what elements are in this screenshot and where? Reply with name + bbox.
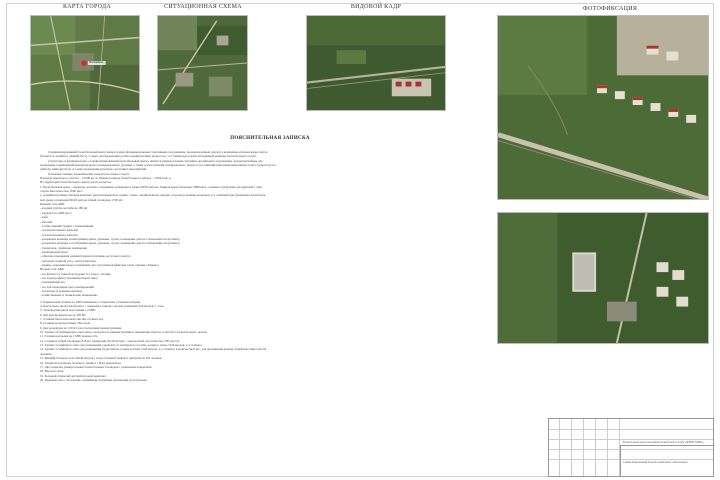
note-line: 15. Минифутбольное поле 60х40 метров с искусственной травой и трибуной на 250 человек. (40, 356, 163, 361)
title-block-corner (620, 445, 714, 477)
note-line: - зал для проведения пресс-конференций (40, 284, 94, 289)
note-line: - зал хореографии (спортивная гимнастика) (40, 275, 98, 280)
note-line: (баскетбол, волейбол, минифутбол), а также для проведения учебно-тренировочных процессов с составами взрослой и молодёжной команды баскетбольного клуба. (40, 154, 257, 159)
note-line: - хозяйственные и технические помещения. (40, 293, 98, 298)
note-line: 1. Баскетбольная арена – каркасно-зентовое сооружение размерами в плане 60х30 метров. Главная арена площадью 3080 кв.м. оснащена трибунами для зрителей с трёх (40, 184, 263, 189)
note-line: - магазин (40, 219, 53, 224)
note-line: - туалетная комната мужская (40, 228, 78, 233)
note-line: - раздевалка команды хозяев (инвентарная, душевые, туалет, помещение для восстановления спортсмена) (40, 236, 180, 241)
note-title: ПОЯСНИТЕЛЬНАЯ ЗАПИСКА (230, 136, 310, 141)
note-line: - медицинский пункт (40, 249, 68, 254)
note-line: 11. Газовая котельная на 2 МВт мощьности. (40, 334, 98, 339)
note-line: 12. Стоянная общей площадью 818 м2, размерами 45х18 метров, с пропускной способностью 300 чел/сут. (40, 338, 180, 343)
note-line: 9. Два резервуара по 150 м3 для обеспечения пожаротушения. (40, 325, 122, 330)
note-line: Структурно и функционально «Специализированный баскетбольный центр» является универсальным спортивно-зрелищным сооружением, предназначенным для (48, 158, 263, 163)
note-line: 7. Станция биологической очистки сточных вод. (40, 317, 104, 322)
note-line: - раздевалка команды гостей (инвентарная, душевые, туалет, помещение для восстановления спортсмена) (40, 241, 180, 246)
note-line: - тепловой, водяной узел, электрощитовая, (40, 258, 97, 263)
note-line: - тренажёрный зал (40, 280, 65, 285)
note-line: - кафе (40, 215, 49, 220)
title-block-object: Специализированный баскетбольный центр «Московская» (623, 461, 688, 464)
caption-view: ВИДОВОЙ КАДР (350, 4, 402, 10)
note-line: - медико-оздоровительное помещение для спортсменов (финская сауна, парные «Хамам») (40, 262, 159, 267)
note-line: проведения соревнований международного и национального уровней, а также осуществления тренировочного процесса по олимпийским командным видам спорта баскетболу, во- (40, 163, 277, 168)
note-line: сторон вместимостью 3000 мест (40, 189, 83, 194)
note-line: 3. Парковочная стоянка на 1000 машиномест, покрытием отсевным заборки. (40, 299, 141, 304)
note-line: Специализированный баскетбольный центр является многофункциональным спортивным сооружением, предназначенным для игр в командные игровые виды спорта (48, 150, 268, 154)
note-line: человека. (40, 351, 53, 356)
note-line: 17. Две открытые универсальные баскетбольные площадки с резиновым покрытием. (40, 364, 153, 369)
note-line: - тренерская, судейские помещения (40, 245, 87, 250)
note-line: - туалетная комната женская (40, 232, 78, 237)
note-line: 2. Административно-бытовой комплекс (металлокаркасное здание, стены- сендвичпанели, наружн стороны (основные материал) 2-х этажный пристроенный к баскетболь- (40, 193, 267, 198)
note-line: - входная группа, вестибюль 180 м2 (40, 206, 88, 211)
photo-fixation-top (497, 15, 709, 200)
explanatory-note (40, 150, 460, 382)
note-line: 16. Открытая площадка большого тенниса с Hard покрытием. (40, 360, 122, 365)
note-line: Второй этаж АБК: (40, 267, 65, 272)
note-line: 10. Здание обслуживающего персонала, складское и административное помещения. Баня на 2 автобуса баскетбольного центра. (40, 330, 208, 335)
note-line: - зал фитнеса и единоборств (ринг и 2 зоны с татами) (40, 271, 111, 276)
note-line: ной арене, размерами 60х18 метров общей площадью 1728 м2. (40, 197, 123, 202)
caption-city-map: КАРТА ГОРОДА (62, 4, 112, 10)
caption-photo: ФОТОФИКСАЦИЯ (582, 6, 638, 12)
note-line: 8. Станция водоподготовки. Насосная. (40, 321, 91, 326)
note-line: Первый этаж АБК: (40, 202, 66, 207)
note-line: 4. Контрольно-пропускной пункт с северной и южной стороны размерами 6х6 метров, 1 этаж. (40, 304, 165, 309)
note-line: 14. Здание гостиничного типа для размещения спортсменов, размер в плане 12х9 метров, 2-х этажное, в количестве 8 шт., для проживания команд общей вместимостью 64 (40, 347, 267, 352)
note-line: 5. Трансформаторная подстанция 1,2 МВт. (40, 308, 97, 313)
note-line: На территории баскетбольного центра располагаются: (40, 180, 112, 185)
note-line: - офисные помещения администрации спортивно-досугового центра (40, 254, 131, 259)
note-line: - туалетные и душевые комнаты (40, 289, 83, 293)
caption-situation: СИТУАЦИОННАЯ СХЕМА (164, 4, 242, 10)
note-line: лейболу, мини-футболу. А также проведения культурно-досуговых мероприятий. (40, 167, 147, 172)
note-line: 19. Большой открытый детский игровой комплекс. (40, 373, 107, 378)
view-frame-image (306, 15, 446, 111)
note-line: 13. Здание гостиничного типа для размещения судейского и тренерского состава, размер в плане 12х9 метров, 2-х этажное. (40, 343, 203, 348)
map-marker-label: Московская (89, 61, 104, 64)
title-block-project: Баскетбольная арена наполнения баскетбольного клуба «ЗЕНИТ ПЛЮС» (623, 441, 705, 444)
city-map-image (30, 15, 140, 111)
photo-fixation-bottom (497, 212, 709, 344)
note-line: 6. Два дизельгенератора по 300 Вт. (40, 312, 86, 317)
note-line: - стойка администрации с помещениями (40, 223, 94, 228)
situation-scheme-image (157, 15, 248, 111)
note-line: - гардероб на 2000 мест; (40, 210, 73, 215)
note-line: 20. Парковая зона с беседками, скамейками, клумбами, фонтанами и тротуарами. (40, 377, 148, 382)
note-line: Основные технико-экономические показатели объекта спорта (48, 171, 130, 176)
note-line: 18. Вертолет зона. (40, 369, 64, 374)
note-line: Площадь земельного участка – 74 008 кв. м, Общая площадь баскетбольного центра – 3 864,0 кв. м (40, 176, 171, 181)
